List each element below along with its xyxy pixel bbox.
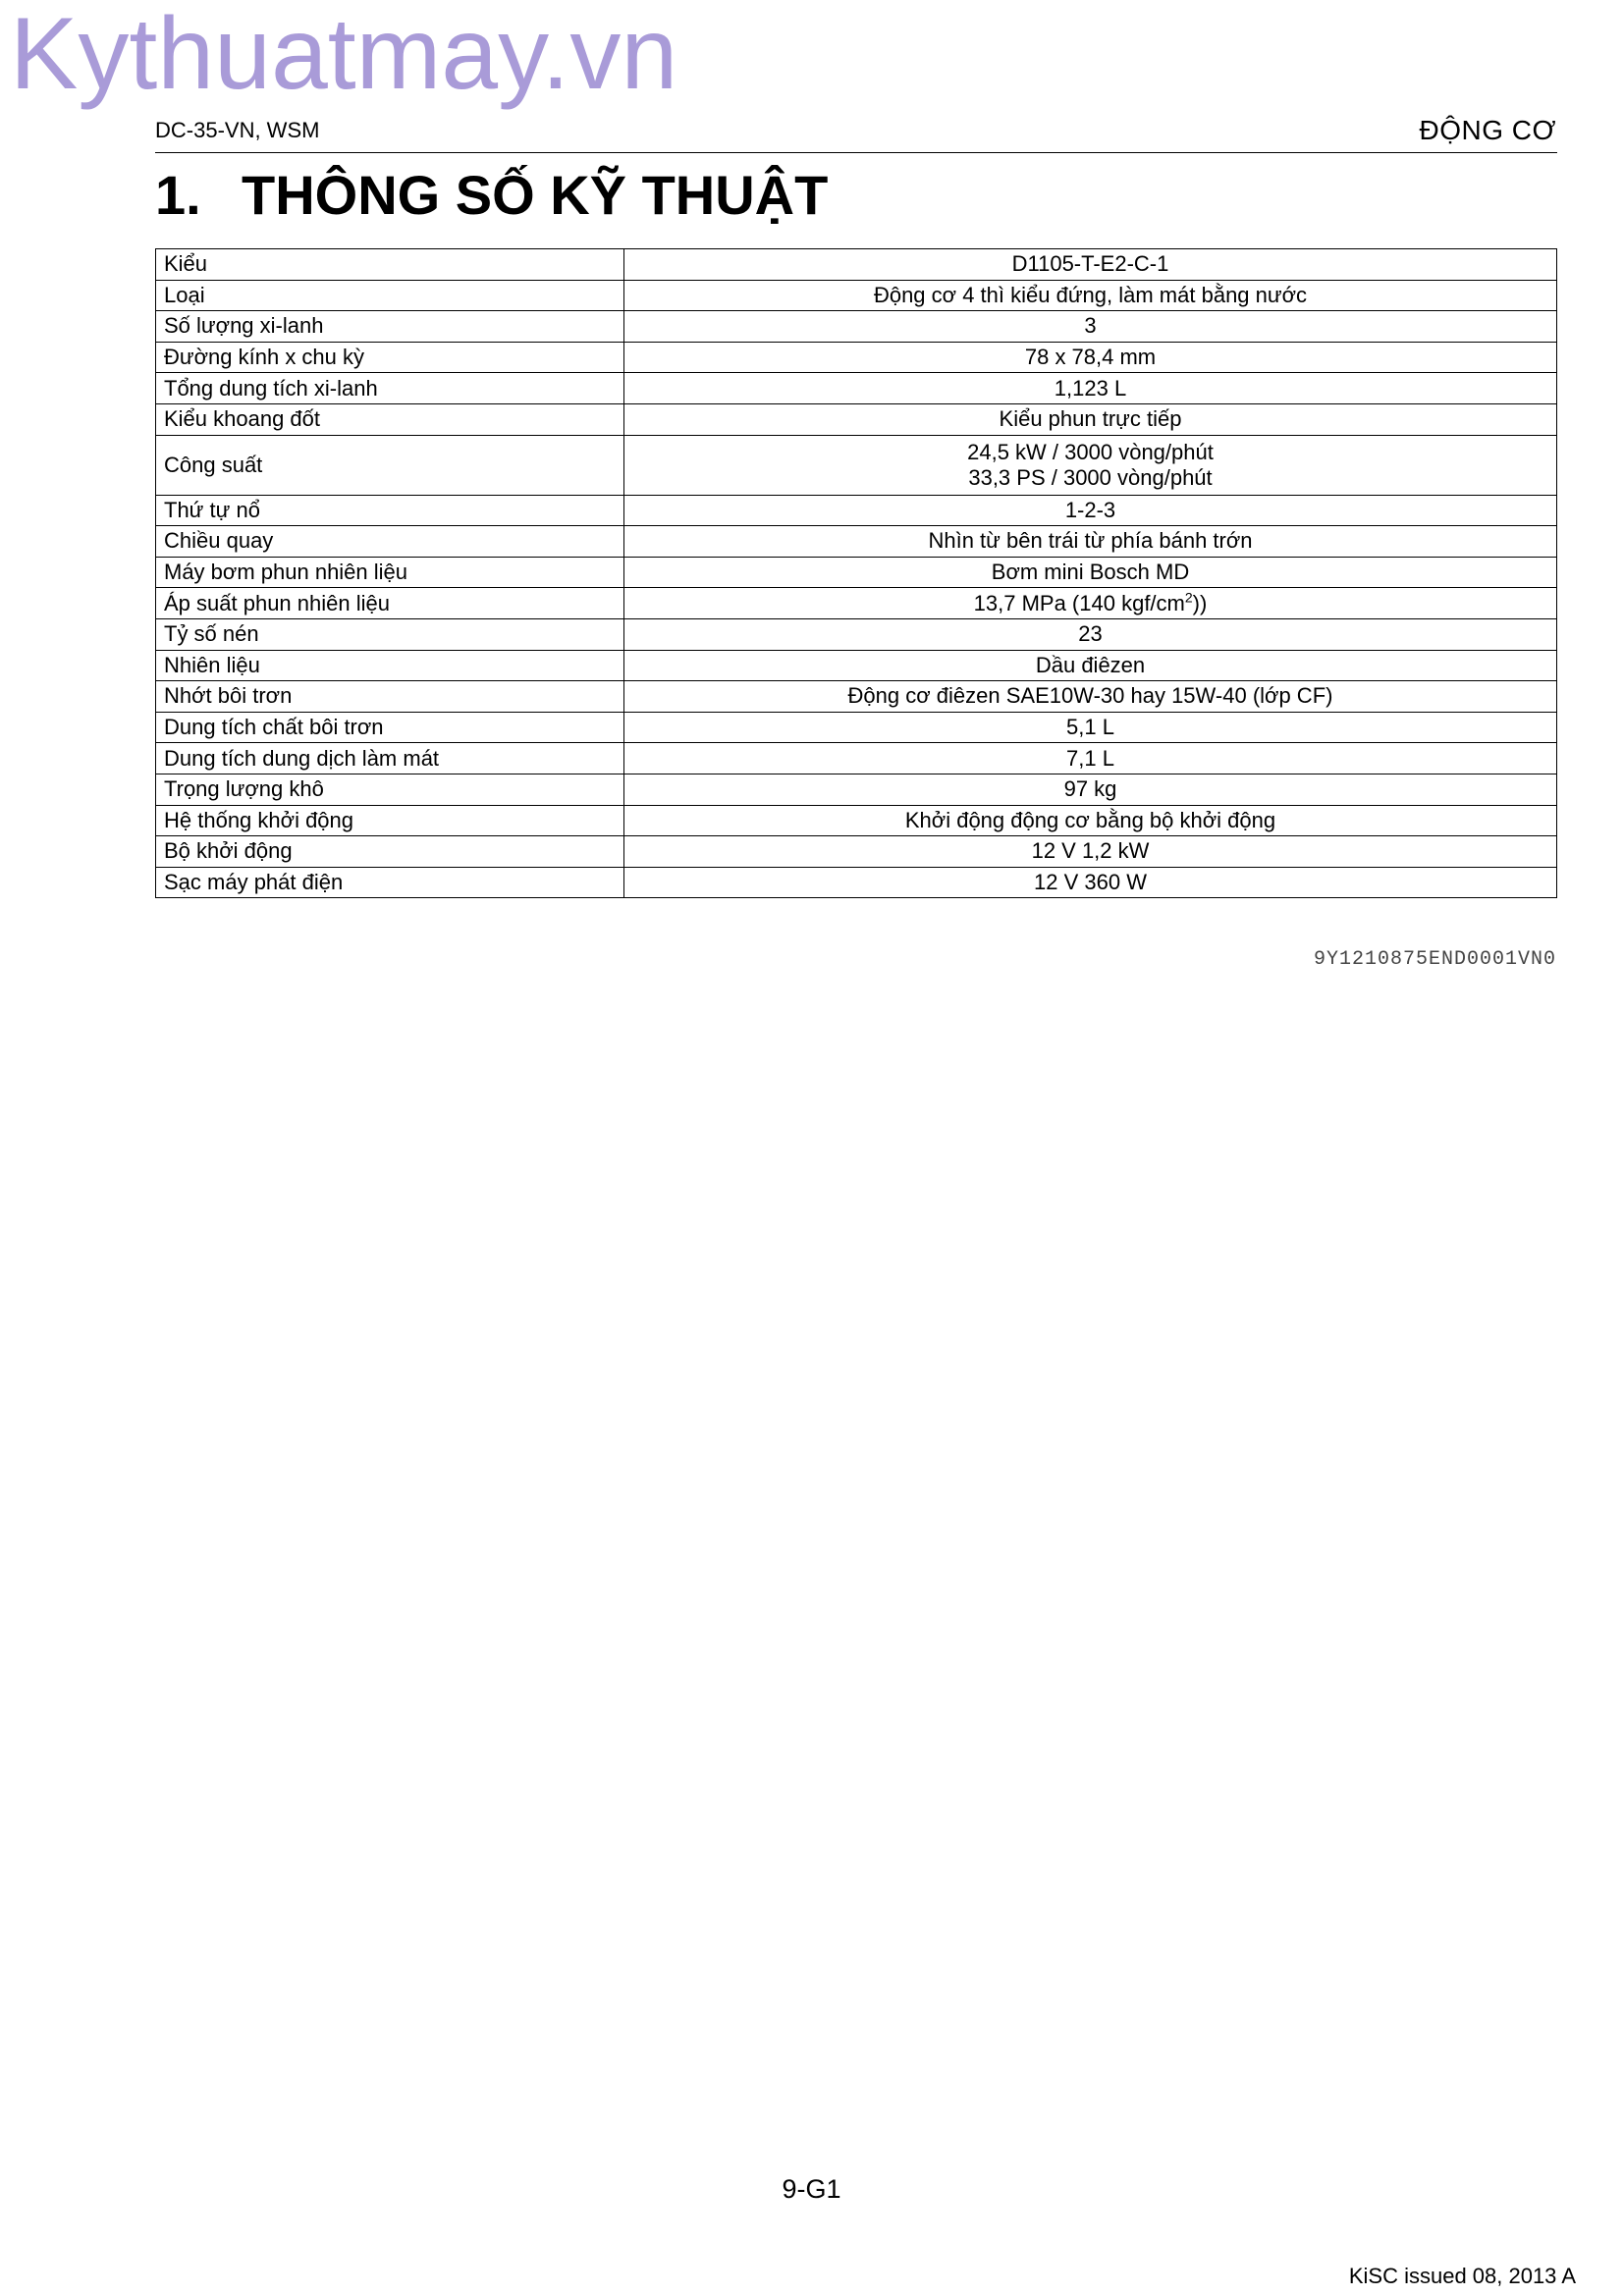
spec-value-line: 24,5 kW / 3000 vòng/phút	[967, 439, 1214, 464]
spec-value-line: 33,3 PS / 3000 vòng/phút	[968, 464, 1213, 490]
title-number: 1.	[155, 164, 201, 226]
spec-value: Bơm mini Bosch MD	[624, 557, 1557, 588]
spec-label: Sạc máy phát điện	[156, 867, 624, 898]
table-row	[156, 712, 1557, 743]
table-row	[156, 681, 1557, 713]
spec-label: Chiều quay	[156, 526, 624, 558]
spec-label: Nhớt bôi trơn	[156, 681, 624, 713]
spec-value	[624, 435, 1557, 495]
table-row	[156, 557, 1557, 588]
spec-value: 3	[624, 311, 1557, 343]
table-row	[156, 650, 1557, 681]
spec-label: Áp suất phun nhiên liệu	[156, 588, 624, 619]
spec-value-text: 13,7 MPa (140 kgf/cm	[973, 590, 1185, 615]
spec-label: Số lượng xi-lanh	[156, 311, 624, 343]
spec-label: Đường kính x chu kỳ	[156, 342, 624, 373]
watermark-logo: Kythuatmay.vn	[10, 0, 678, 111]
spec-value: 1,123 L	[624, 373, 1557, 404]
spec-label: Dung tích chất bôi trơn	[156, 712, 624, 743]
spec-label: Tổng dung tích xi-lanh	[156, 373, 624, 404]
issue-note: KiSC issued 08, 2013 A	[1348, 2264, 1576, 2288]
spec-value: Nhìn từ bên trái từ phía bánh trớn	[624, 526, 1557, 558]
spec-value: Khởi động động cơ bằng bộ khởi động	[624, 805, 1557, 836]
spec-label: Dung tích dung dịch làm mát	[156, 743, 624, 774]
spec-value: 1-2-3	[624, 495, 1557, 526]
spec-label: Công suất	[156, 435, 624, 495]
spec-label: Máy bơm phun nhiên liệu	[156, 557, 624, 588]
table-row	[156, 249, 1557, 281]
spec-label: Trọng lượng khô	[156, 774, 624, 805]
table-row	[156, 743, 1557, 774]
spec-value: 78 x 78,4 mm	[624, 342, 1557, 373]
table-row	[156, 618, 1557, 650]
spec-label: Bộ khởi động	[156, 836, 624, 868]
spec-value-tail: ))	[1192, 590, 1208, 615]
page-title	[155, 163, 828, 227]
spec-value: 5,1 L	[624, 712, 1557, 743]
spec-label: Nhiên liệu	[156, 650, 624, 681]
spec-label: Hệ thống khởi động	[156, 805, 624, 836]
spec-label: Kiểu	[156, 249, 624, 281]
page-number: 9-G1	[782, 2174, 841, 2204]
spec-label: Kiểu khoang đốt	[156, 403, 624, 435]
spec-value: D1105-T-E2-C-1	[624, 249, 1557, 281]
document-code: 9Y1210875END0001VN0	[1313, 948, 1556, 971]
spec-value: Kiểu phun trực tiếp	[624, 403, 1557, 435]
table-row	[156, 373, 1557, 404]
table-row	[156, 495, 1557, 526]
table-row	[156, 867, 1557, 898]
table-row	[156, 280, 1557, 311]
table-row	[156, 774, 1557, 805]
spec-value: Dầu điêzen	[624, 650, 1557, 681]
table-row	[156, 836, 1557, 868]
spec-value	[624, 588, 1557, 619]
table-row	[156, 435, 1557, 495]
spec-label: Tỷ số nén	[156, 618, 624, 650]
table-row	[156, 526, 1557, 558]
spec-label: Thứ tự nổ	[156, 495, 624, 526]
title-text: THÔNG SỐ KỸ THUẬT	[242, 164, 829, 226]
table-row	[156, 342, 1557, 373]
spec-value: 97 kg	[624, 774, 1557, 805]
table-row	[156, 588, 1557, 619]
header-doc-id: DC-35-VN, WSM	[155, 118, 320, 142]
spec-value: 23	[624, 618, 1557, 650]
spec-label: Loại	[156, 280, 624, 311]
spec-table	[155, 248, 1557, 898]
superscript: 2	[1184, 589, 1193, 606]
spec-value: 7,1 L	[624, 743, 1557, 774]
spec-value: 12 V 1,2 kW	[624, 836, 1557, 868]
table-row	[156, 805, 1557, 836]
spec-value: Động cơ 4 thì kiểu đứng, làm mát bằng nước	[624, 280, 1557, 311]
spec-value: 12 V 360 W	[624, 867, 1557, 898]
header-rule	[155, 152, 1557, 153]
header-section: ĐỘNG CƠ	[1419, 115, 1556, 145]
table-row	[156, 311, 1557, 343]
spec-value: Động cơ điêzen SAE10W-30 hay 15W-40 (lớp CF)	[624, 681, 1557, 713]
table-row	[156, 403, 1557, 435]
